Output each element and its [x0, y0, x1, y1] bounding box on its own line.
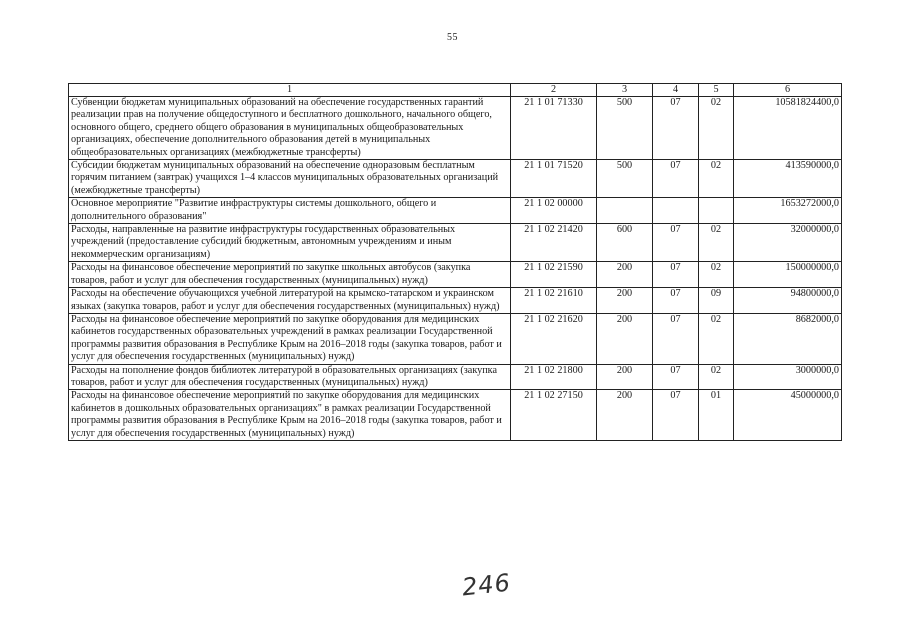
row-section: 07	[653, 364, 699, 390]
row-section: 07	[653, 160, 699, 198]
table-header-row	[69, 84, 842, 97]
budget-table	[68, 83, 842, 441]
row-code: 21 1 02 00000	[511, 198, 597, 224]
row-name: Расходы, направленные на развитие инфраструктуры государственных образовательных учреждений (предоставление субсидий бюджетным, автономным учреждениям и иным некоммерческим организациям)	[69, 224, 511, 262]
row-subsection: 02	[699, 313, 734, 364]
row-amount: 1653272000,0	[734, 198, 842, 224]
row-name: Расходы на пополнение фондов библиотек литературой в образовательных организациях (закупка товаров, работ и услуг для обеспечения государственных (муниципальных) нужд)	[69, 364, 511, 390]
row-type: 200	[597, 364, 653, 390]
row-name: Расходы на финансовое обеспечение мероприятий по закупке школьных автобусов (закупка товаров, работ и услуг для обеспечения государственных (муниципальных) нужд)	[69, 262, 511, 288]
row-name: Расходы на обеспечение обучающихся учебной литературой на крымско-татарском и украинском языках (закупка товаров, работ и услуг для обеспечения государственных (муниципальных) нужд)	[69, 288, 511, 314]
table-row	[69, 288, 842, 314]
row-type: 500	[597, 160, 653, 198]
row-subsection: 02	[699, 160, 734, 198]
row-amount: 94800000,0	[734, 288, 842, 314]
row-type: 200	[597, 288, 653, 314]
row-name: Субсидии бюджетам муниципальных образований на обеспечение одноразовым бесплатным горячим питанием (завтрак) учащихся 1–4 классов муниципальных образовательных организаций (межбюджетные трансферты)	[69, 160, 511, 198]
table-row	[69, 198, 842, 224]
row-section: 07	[653, 313, 699, 364]
row-section: 07	[653, 224, 699, 262]
row-section: 07	[653, 262, 699, 288]
row-subsection: 01	[699, 390, 734, 441]
row-subsection: 02	[699, 224, 734, 262]
header-col-6: 6	[734, 84, 842, 97]
table-row	[69, 160, 842, 198]
row-name: Субвенции бюджетам муниципальных образований на обеспечение государственных гарантий реализации прав на получение общедоступного и бесплатного дошкольного, начального общего, основного общего, среднего общего образования в муниципальных общеобразовательных организациях, обеспечение дополнительного образования детей в муниципальных общеобразовательных организациях (межбюджетные трансферты)	[69, 97, 511, 160]
header-col-1: 1	[69, 84, 511, 97]
row-code: 21 1 02 21800	[511, 364, 597, 390]
row-section: 07	[653, 288, 699, 314]
row-section	[653, 198, 699, 224]
row-type: 500	[597, 97, 653, 160]
header-col-2: 2	[511, 84, 597, 97]
row-subsection: 02	[699, 262, 734, 288]
table-row	[69, 262, 842, 288]
table-row	[69, 364, 842, 390]
row-code: 21 1 02 21420	[511, 224, 597, 262]
row-code: 21 1 01 71520	[511, 160, 597, 198]
table-row	[69, 224, 842, 262]
row-type: 200	[597, 313, 653, 364]
row-subsection: 02	[699, 97, 734, 160]
row-amount: 3000000,0	[734, 364, 842, 390]
page-number: 55	[447, 32, 458, 43]
row-name: Расходы на финансовое обеспечение мероприятий по закупке оборудования для медицинских кабинетов в дошкольных образовательных организациях" в рамках реализации Государственной программы развития образования в Республике Крым на 2016–2018 годы (закупка товаров, работ и услуг для обеспечения государственных (муниципальных) нужд)	[69, 390, 511, 441]
row-name: Расходы на финансовое обеспечение мероприятий по закупке оборудования для медицинских кабинетов государственных образовательных учреждений в рамках реализации Государственной программы развития образования в Республике Крым на 2016–2018 годы (закупка товаров, работ и услуг для обеспечения государственных (муниципальных) нужд)	[69, 313, 511, 364]
row-subsection: 02	[699, 364, 734, 390]
row-amount: 32000000,0	[734, 224, 842, 262]
row-type: 600	[597, 224, 653, 262]
row-subsection	[699, 198, 734, 224]
row-code: 21 1 02 21620	[511, 313, 597, 364]
row-code: 21 1 02 27150	[511, 390, 597, 441]
row-code: 21 1 01 71330	[511, 97, 597, 160]
row-section: 07	[653, 97, 699, 160]
table-row	[69, 390, 842, 441]
row-type: 200	[597, 390, 653, 441]
row-section: 07	[653, 390, 699, 441]
row-type	[597, 198, 653, 224]
row-name: Основное мероприятие "Развитие инфраструктуры системы дошкольного, общего и дополнительного образования"	[69, 198, 511, 224]
row-subsection: 09	[699, 288, 734, 314]
table-row	[69, 313, 842, 364]
row-type: 200	[597, 262, 653, 288]
header-col-5: 5	[699, 84, 734, 97]
row-amount: 413590000,0	[734, 160, 842, 198]
row-code: 21 1 02 21610	[511, 288, 597, 314]
row-amount: 45000000,0	[734, 390, 842, 441]
row-amount: 10581824400,0	[734, 97, 842, 160]
table-row	[69, 97, 842, 160]
row-code: 21 1 02 21590	[511, 262, 597, 288]
header-col-3: 3	[597, 84, 653, 97]
row-amount: 150000000,0	[734, 262, 842, 288]
row-amount: 8682000,0	[734, 313, 842, 364]
header-col-4: 4	[653, 84, 699, 97]
handwritten-page-mark: 246	[460, 568, 513, 602]
